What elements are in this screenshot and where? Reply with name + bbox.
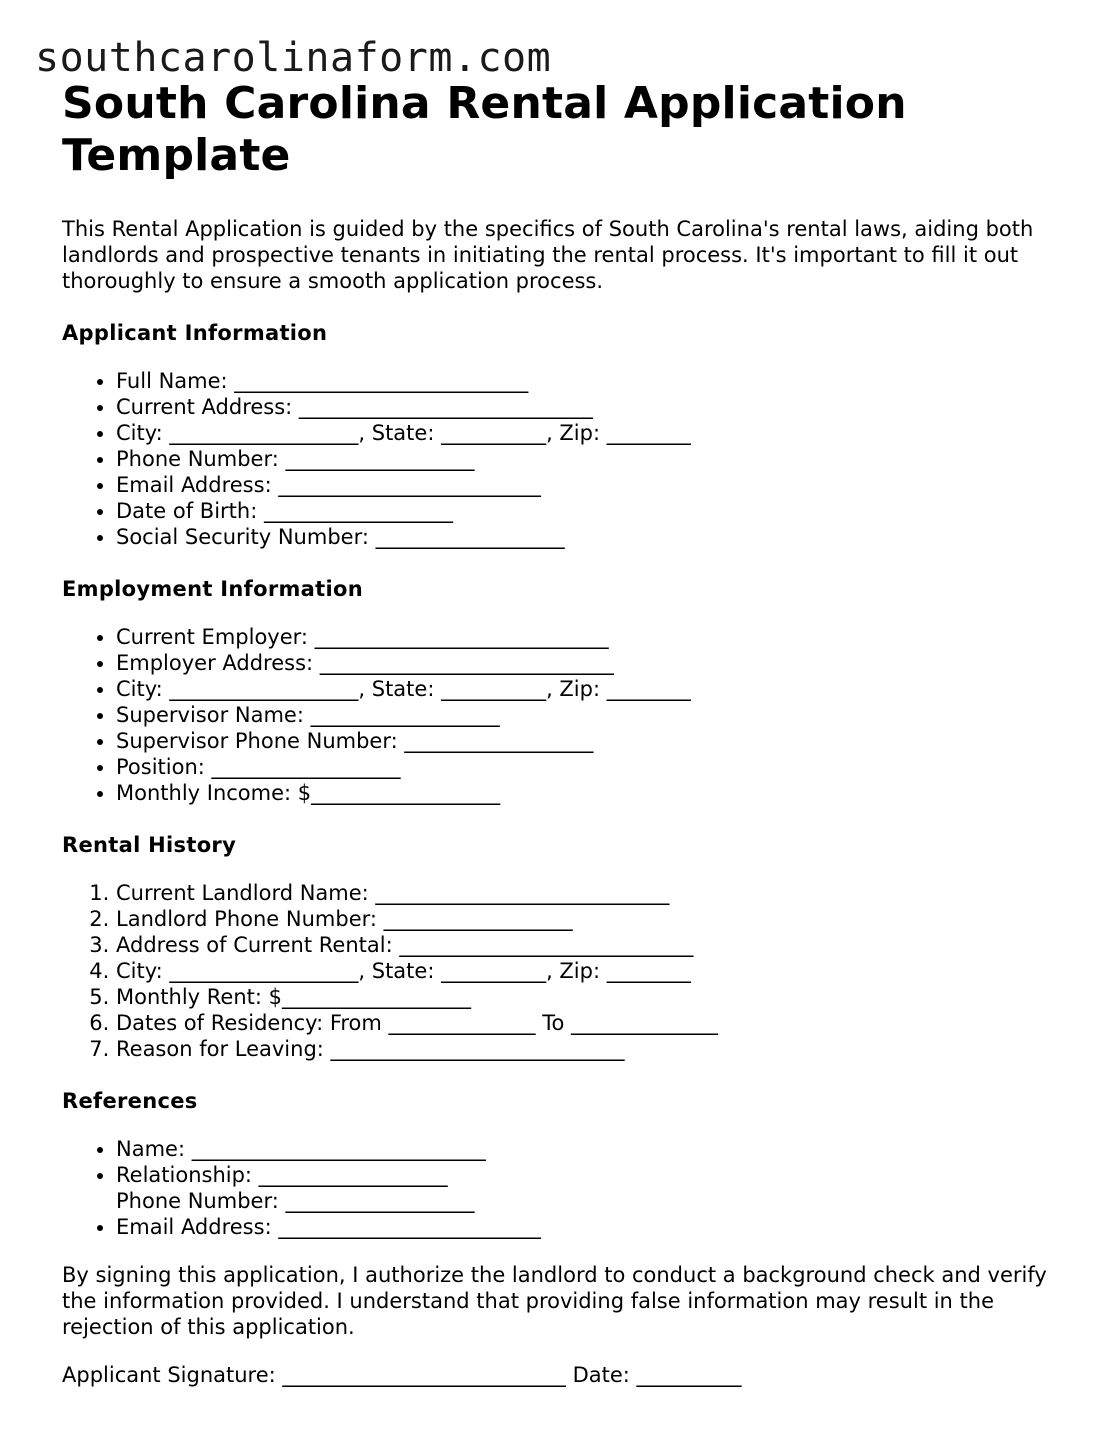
current-rental-address-field[interactable]: 3. Address of Current Rental: ____________________________ [116, 932, 1062, 958]
employer-city-state-zip-field[interactable]: • City: __________________, State: __________, Zip: ________ [116, 676, 1062, 702]
date-of-birth-field[interactable]: • Date of Birth: __________________ [116, 498, 1062, 524]
reason-for-leaving-field[interactable]: 7. Reason for Leaving: ____________________________ [116, 1036, 1062, 1062]
supervisor-phone-field[interactable]: • Supervisor Phone Number: __________________ [116, 728, 1062, 754]
rental-history-heading: Rental History [62, 833, 237, 857]
employer-address-field[interactable]: • Employer Address: ____________________________ [116, 650, 1062, 676]
reference-email-field[interactable]: • Email Address: _________________________ [116, 1214, 1062, 1240]
employment-information-heading: Employment Information [62, 577, 363, 601]
full-name-field[interactable]: • Full Name: ____________________________ [116, 368, 1062, 394]
reference-relationship-item [116, 1162, 1062, 1214]
supervisor-name-field[interactable]: • Supervisor Name: __________________ [116, 702, 1062, 728]
current-address-field[interactable]: • Current Address: ____________________________ [116, 394, 1062, 420]
reference-relationship-field[interactable]: Relationship: __________________ [116, 1163, 448, 1187]
monthly-income-field[interactable]: • Monthly Income: $__________________ [116, 780, 1062, 806]
applicant-information-heading: Applicant Information [62, 321, 328, 345]
consent-paragraph: By signing this application, I authorize the landlord to conduct a background check and verify the information provided. I understand that providing false information may result in the rejection of this application. [62, 1263, 1047, 1339]
email-address-field[interactable]: • Email Address: _________________________ [116, 472, 1062, 498]
signature-date-line[interactable]: Applicant Signature: ___________________________ Date: __________ [62, 1363, 742, 1387]
city-state-zip-field[interactable]: • City: __________________, State: __________, Zip: ________ [116, 420, 1062, 446]
position-field[interactable]: • Position: __________________ [116, 754, 1062, 780]
rental-city-state-zip-field[interactable]: 4. City: __________________, State: __________, Zip: ________ [116, 958, 1062, 984]
document-page [62, 78, 1062, 1388]
references-heading: References [62, 1089, 198, 1113]
employment-information-list [62, 624, 1062, 806]
references-list [62, 1136, 1062, 1240]
social-security-number-field[interactable]: • Social Security Number: __________________ [116, 524, 1062, 550]
current-landlord-name-field[interactable]: 1. Current Landlord Name: ____________________________ [116, 880, 1062, 906]
applicant-information-list [62, 368, 1062, 550]
page-title: South Carolina Rental Application Template [62, 78, 907, 181]
phone-number-field[interactable]: • Phone Number: __________________ [116, 446, 1062, 472]
dates-of-residency-field[interactable]: 6. Dates of Residency: From ______________ To ______________ [116, 1010, 1062, 1036]
reference-name-field[interactable]: • Name: ____________________________ [116, 1136, 1062, 1162]
reference-phone-field[interactable]: Phone Number: __________________ [116, 1189, 475, 1213]
landlord-phone-field[interactable]: 2. Landlord Phone Number: __________________ [116, 906, 1062, 932]
site-watermark: southcarolinaform.com [35, 35, 552, 81]
current-employer-field[interactable]: • Current Employer: ____________________________ [116, 624, 1062, 650]
rental-history-list [62, 880, 1062, 1062]
intro-paragraph: This Rental Application is guided by the specifics of South Carolina's rental laws, aiding both landlords and prospective tenants in initiating the rental process. It's important to fill it out thoroughly to ensure a smooth application process. [62, 217, 1034, 293]
monthly-rent-field[interactable]: 5. Monthly Rent: $__________________ [116, 984, 1062, 1010]
